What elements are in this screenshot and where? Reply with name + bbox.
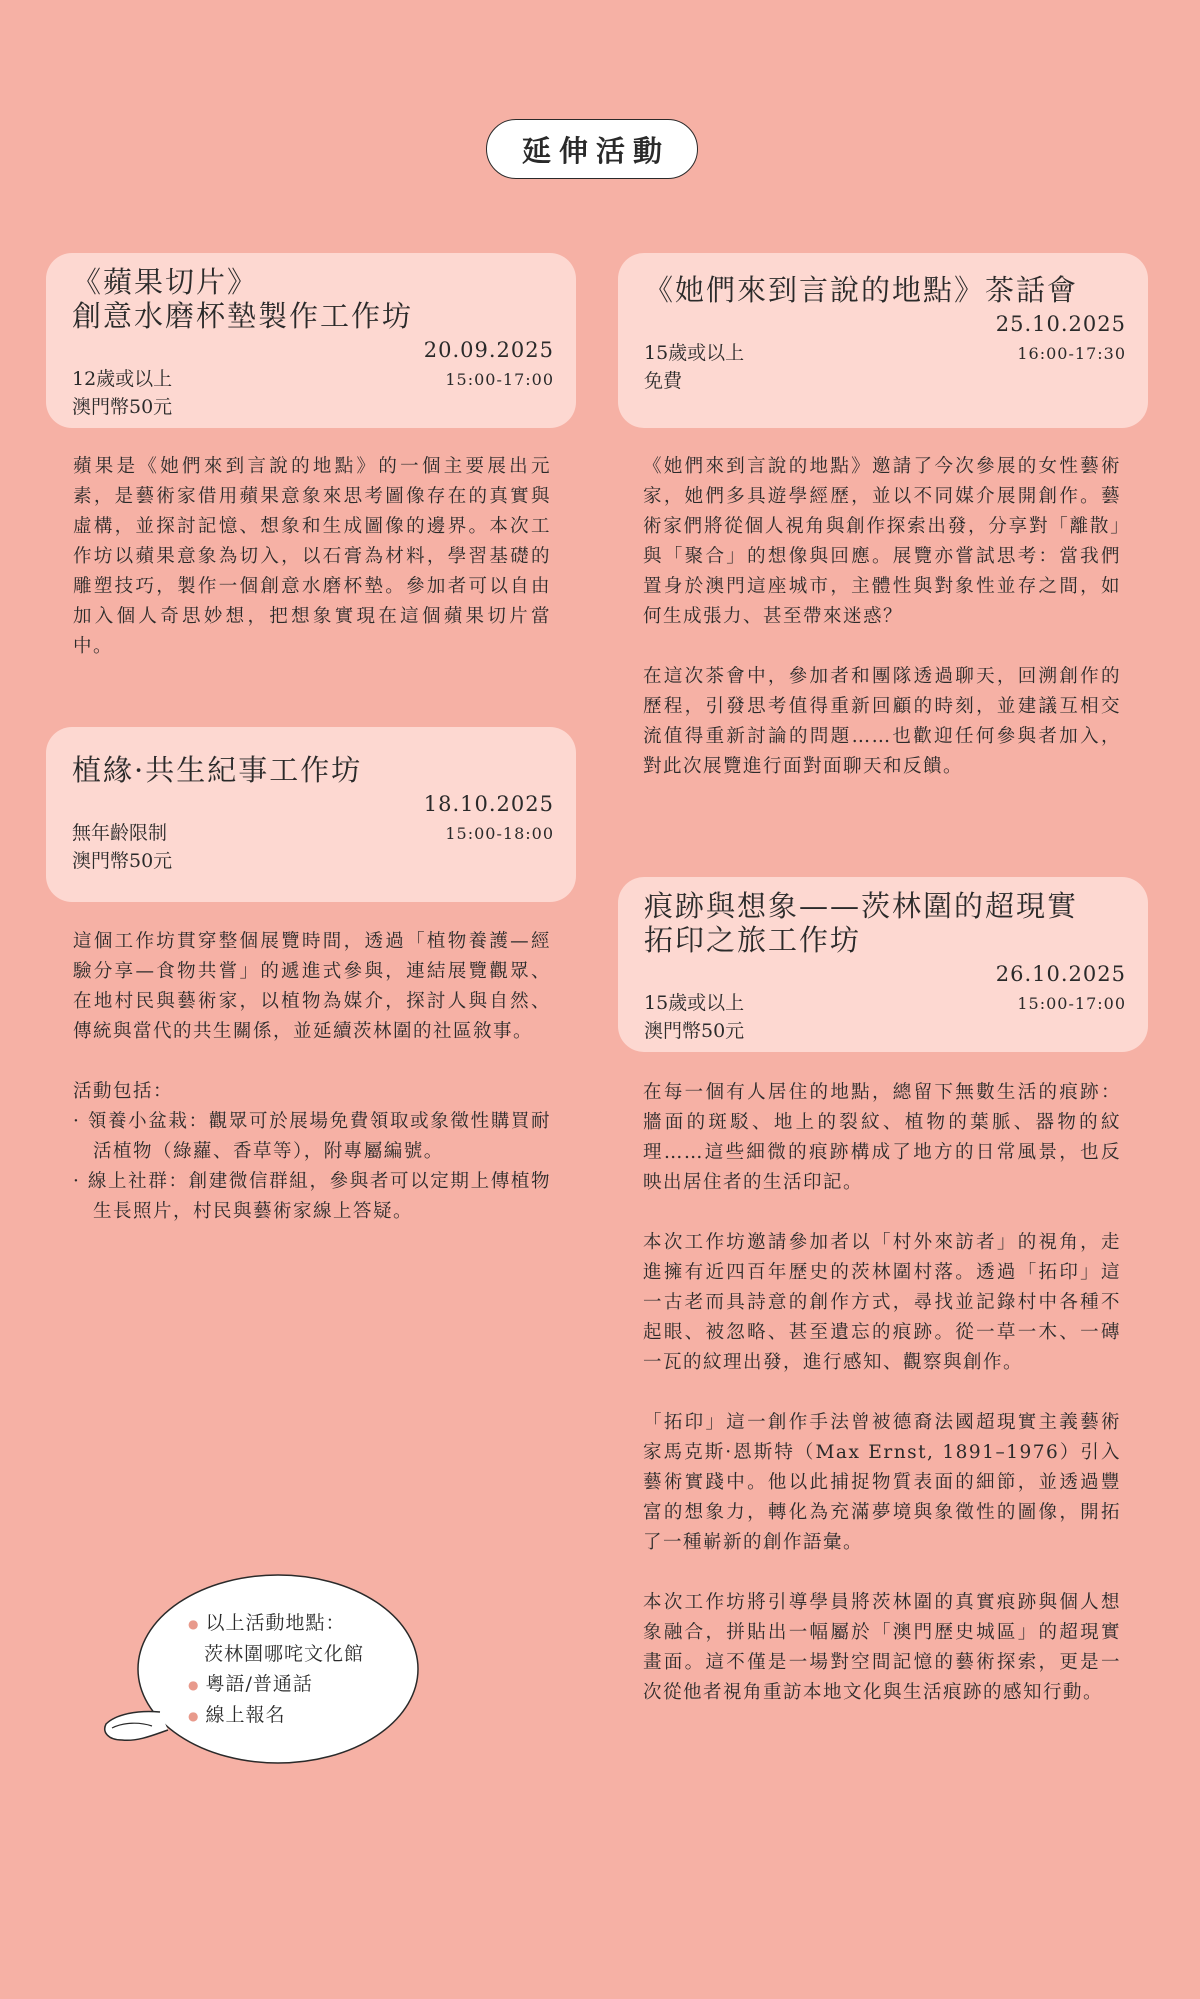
activity-item: · 領養小盆栽：觀眾可於展場免費領取或象徵性購買耐活植物（綠蘿、香草等），附專屬編號。 xyxy=(73,1111,551,1162)
event-age: 15歲或以上 xyxy=(644,992,745,1014)
event-title-line: 植緣·共生紀事工作坊 xyxy=(72,753,363,787)
event-title-line: 痕跡與想象——茨林圍的超現實 xyxy=(644,889,1079,923)
event-age: 15歲或以上 xyxy=(644,342,745,364)
event-time: 16:00-17:30 xyxy=(1017,344,1126,363)
event-description xyxy=(73,927,551,1227)
event-card-rubbing-workshop xyxy=(618,877,1148,1052)
event-time: 15:00-18:00 xyxy=(445,824,554,843)
event-title-line: 《蘋果切片》 xyxy=(72,265,259,299)
event-title xyxy=(644,253,1126,307)
event-card-plant-workshop xyxy=(46,727,576,902)
description-paragraph: 本次工作坊將引導學員將茨林圍的真實痕跡與個人想象融合，拼貼出一幅屬於「澳門歷史城區」的超現實畫面。這不僅是一場對空間記憶的藝術探索，更是一次從他者視角重訪本地文化與生活痕跡的感知行動。 xyxy=(643,1592,1121,1703)
event-title-line: 創意水磨杯墊製作工作坊 xyxy=(72,299,414,333)
location-label: 以上活動地點： xyxy=(205,1612,346,1634)
event-title xyxy=(644,877,1126,957)
bullet-dot-icon: ● xyxy=(188,1709,200,1723)
event-description xyxy=(643,452,1121,782)
event-card-tea-party xyxy=(618,253,1148,428)
event-description xyxy=(643,1078,1121,1708)
event-title xyxy=(72,253,554,333)
description-paragraph: 在這次茶會中，參加者和團隊透過聊天，回溯創作的歷程，引發思考值得重新回顧的時刻，並建議互相交流值得重新討論的問題……也歡迎任何參與者加入，對此次展覽進行面對面聊天和反饋。 xyxy=(643,666,1121,777)
description-paragraph: 本次工作坊邀請參加者以「村外來訪者」的視角，走進擁有近四百年歷史的茨林圍村落。透過「拓印」這一古老而具詩意的創作方式，尋找並記錄村中各種不起眼、被忽略、甚至遺忘的痕跡。從一草一木、一磚一瓦的紋理出發，進行感知、觀察與創作。 xyxy=(643,1232,1121,1373)
event-description xyxy=(73,452,551,662)
description-paragraph: 蘋果是《她們來到言說的地點》的一個主要展出元素，是藝術家借用蘋果意象來思考圖像存在的真實與虛構，並探討記憶、想象和生成圖像的邊界。本次工作坊以蘋果意象為切入，以石膏為材料，學習基礎的雕塑技巧，製作一個創意水磨杯墊。參加者可以自由加入個人奇思妙想，把想象實現在這個蘋果切片當中。 xyxy=(73,456,551,657)
event-title-line: 拓印之旅工作坊 xyxy=(644,923,862,957)
bullet-dot-icon: ● xyxy=(188,1678,200,1692)
event-time: 15:00-17:00 xyxy=(1017,994,1126,1013)
event-date: 18.10.2025 xyxy=(423,792,554,816)
event-title xyxy=(72,727,554,787)
language-info: 粵語/普通話 xyxy=(205,1673,313,1695)
activities-label: 活動包括： xyxy=(73,1081,174,1102)
description-paragraph: 「拓印」這一創作手法曾被德裔法國超現實主義藝術家馬克斯·恩斯特（Max Ernst, 1891–1976）引入藝術實踐中。他以此捕捉物質表面的細節，並透過豐富的想象力，轉化為充滿夢境與象徵性的圖像，開拓了一種嶄新的創作語彙。 xyxy=(643,1412,1121,1553)
registration-info: 線上報名 xyxy=(205,1704,286,1726)
location-name: 茨林圍哪咤文化館 xyxy=(204,1643,365,1665)
event-price: 澳門幣50元 xyxy=(72,396,173,418)
event-time: 15:00-17:00 xyxy=(445,370,554,389)
event-title-line: 《她們來到言說的地點》茶話會 xyxy=(644,273,1079,307)
event-price: 免費 xyxy=(644,370,683,392)
event-date: 20.09.2025 xyxy=(423,338,554,362)
event-age: 無年齡限制 xyxy=(72,822,168,844)
event-date: 26.10.2025 xyxy=(995,962,1126,986)
bullet-dot-icon: ● xyxy=(188,1617,200,1631)
description-paragraph: 這個工作坊貫穿整個展覽時間，透過「植物養護—經驗分享—食物共嘗」的遞進式參與，連結展覽觀眾、在地村民與藝術家，以植物為媒介，探討人與自然、傳統與當代的共生關係，並延續茨林圍的社區敘事。 xyxy=(73,931,551,1042)
info-speech-bubble xyxy=(138,1572,420,1760)
page-title: 延伸活動 xyxy=(486,119,698,179)
description-paragraph: 《她們來到言說的地點》邀請了今次參展的女性藝術家，她們多具遊學經歷，並以不同媒介展開創作。藝術家們將從個人視角與創作探索出發，分享對「離散」與「聚合」的想像與回應。展覽亦嘗試思考：當我們置身於澳門這座城市，主體性與對象性並存之間，如何生成張力、甚至帶來迷惑？ xyxy=(643,456,1121,627)
event-date: 25.10.2025 xyxy=(995,312,1126,336)
event-age: 12歲或以上 xyxy=(72,368,173,390)
event-price: 澳門幣50元 xyxy=(644,1020,745,1042)
activity-item: · 線上社群：創建微信群組，參與者可以定期上傳植物生長照片，村民與藝術家線上答疑。 xyxy=(73,1171,551,1222)
event-card-apple-slice xyxy=(46,253,576,428)
description-paragraph: 在每一個有人居住的地點，總留下無數生活的痕跡：牆面的斑駁、地上的裂紋、植物的葉脈、器物的紋理……這些細微的痕跡構成了地方的日常風景，也反映出居住者的生活印記。 xyxy=(643,1082,1121,1193)
event-price: 澳門幣50元 xyxy=(72,850,173,872)
